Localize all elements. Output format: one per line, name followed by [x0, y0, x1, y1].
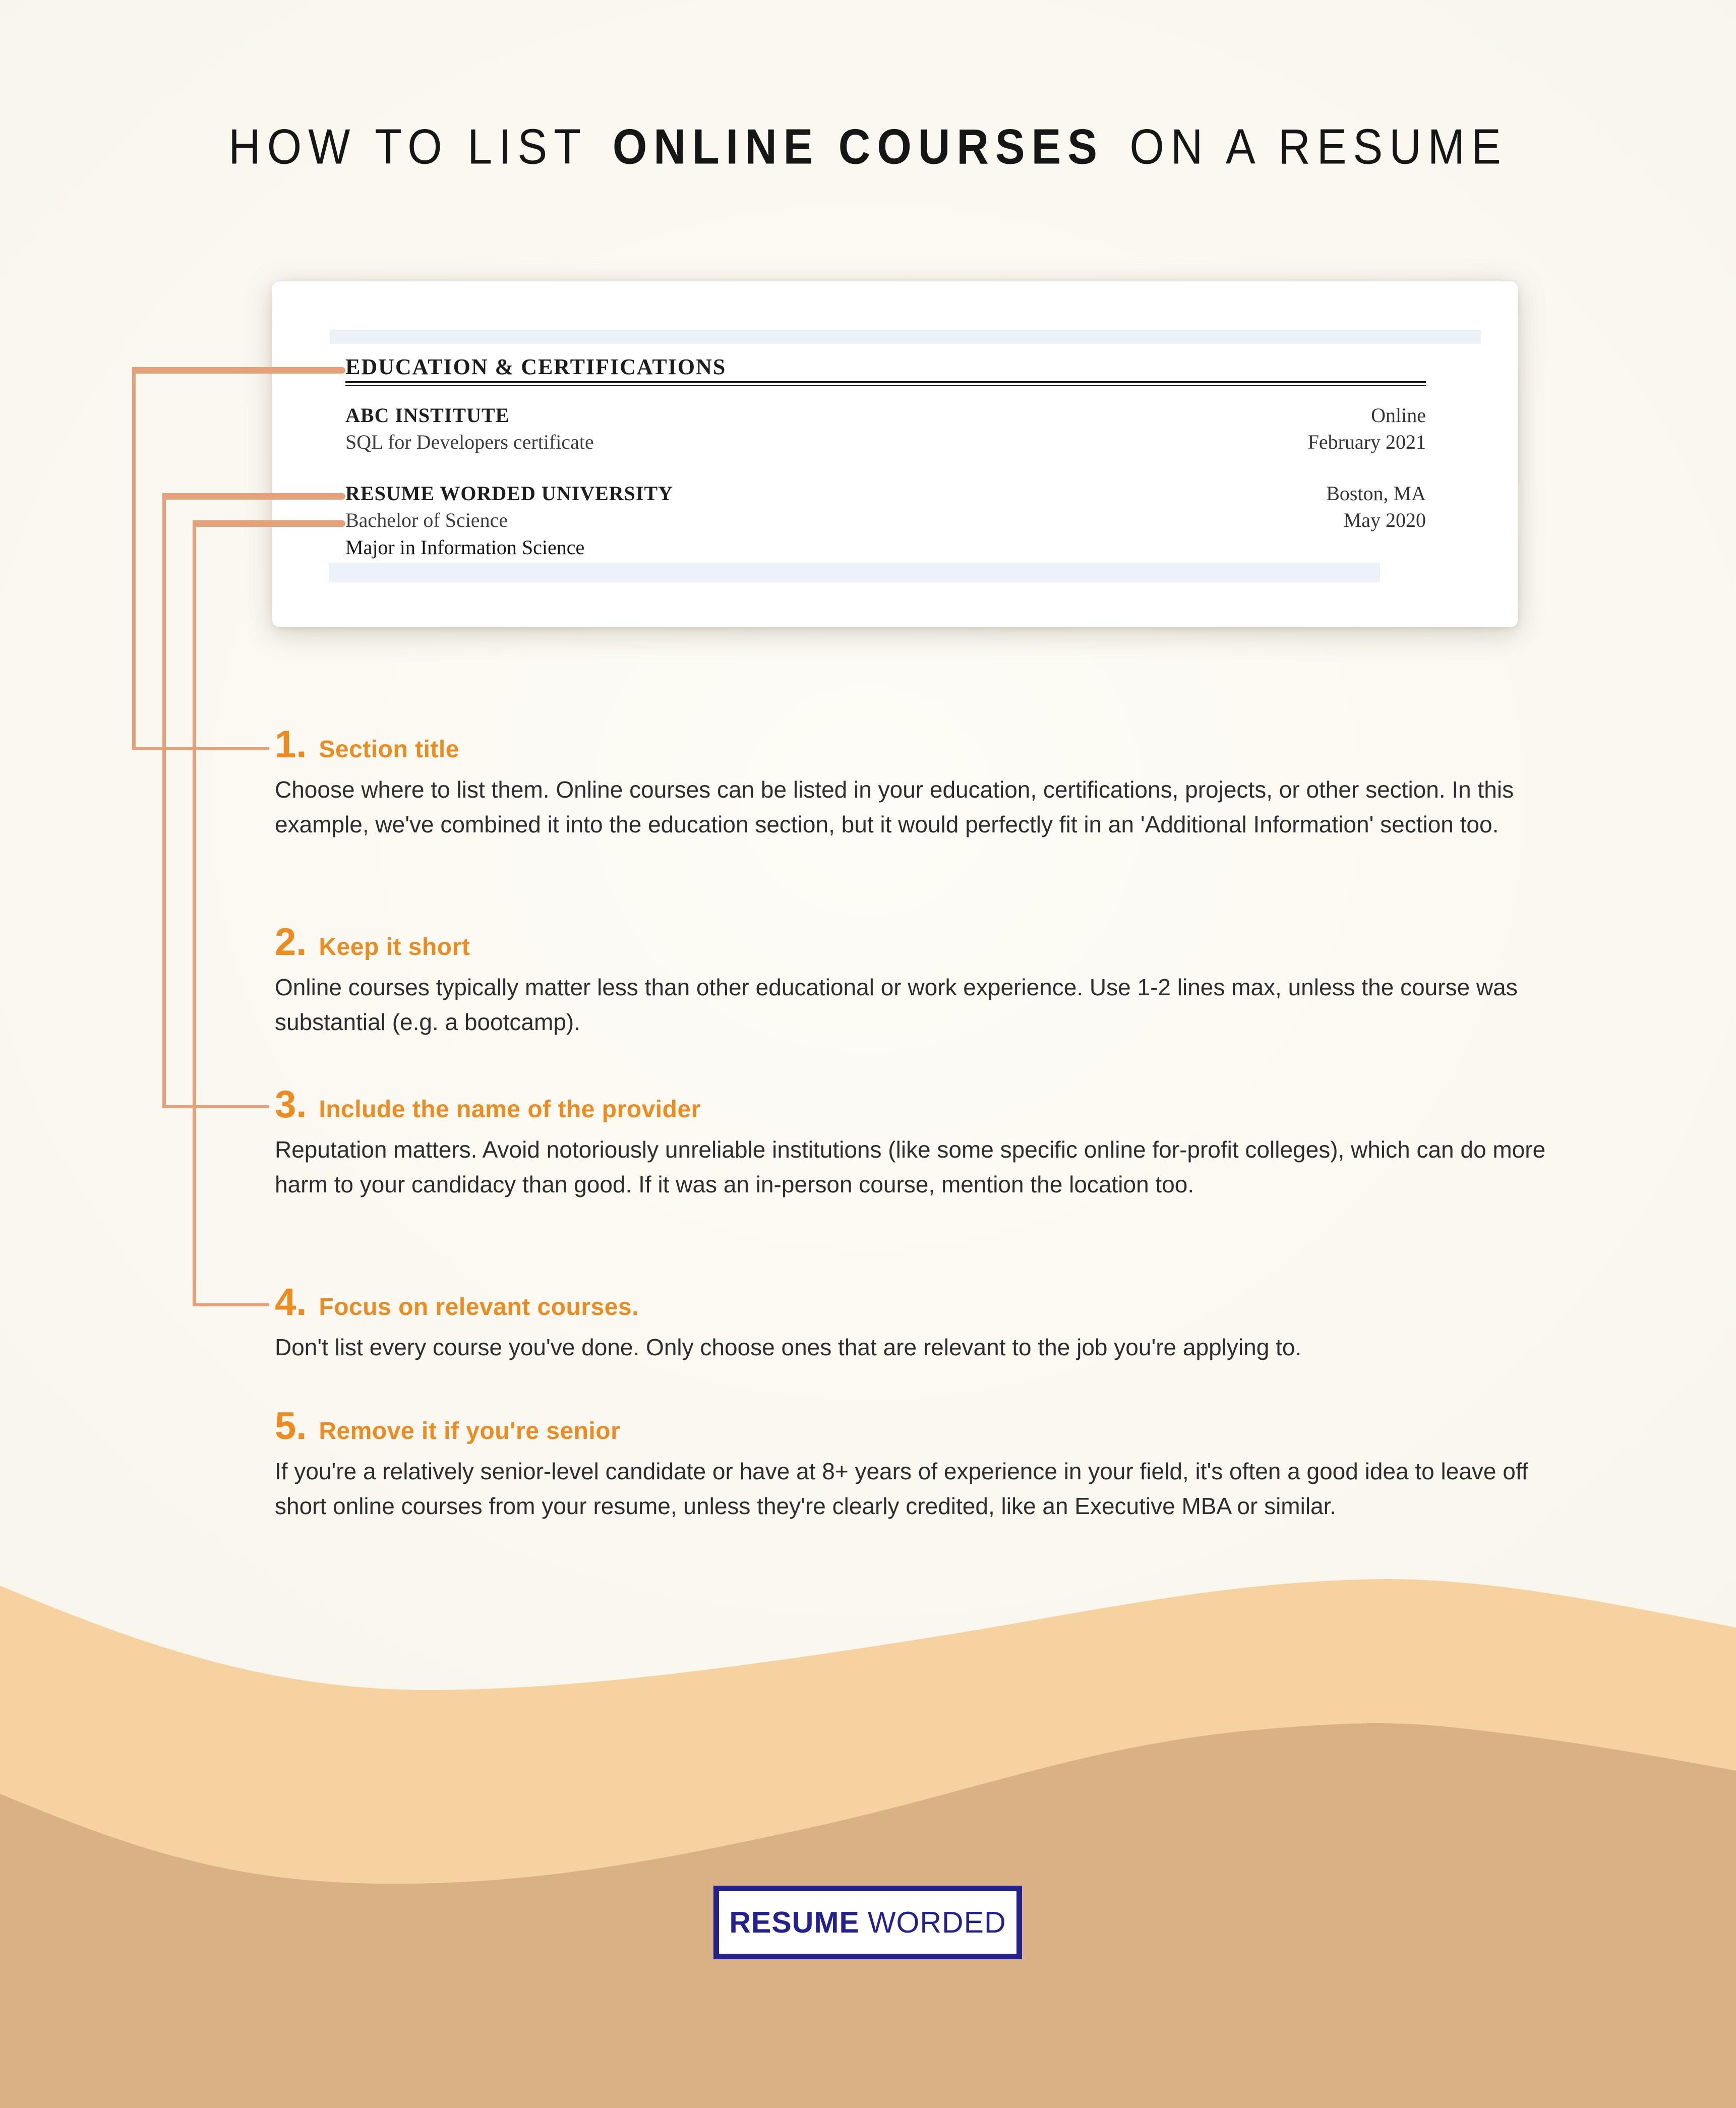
tip-4-body: Don't list every course you've done. Only choose ones that are relevant to the job you're applying to.	[275, 1334, 1302, 1360]
resume-location: Online	[1371, 404, 1426, 427]
highlight-bar-bottom	[329, 563, 1380, 582]
tip-3-heading	[275, 1082, 1581, 1127]
page-title-highlight: ONLINE COURSES	[612, 118, 1104, 174]
resume-row-institute	[345, 403, 1426, 427]
resume-org-name: RESUME WORDED UNIVERSITY	[345, 482, 674, 505]
highlight-bar-top	[330, 330, 1481, 344]
connector-vertical-tip4	[193, 520, 196, 1306]
tip-1	[275, 722, 1581, 842]
tip-4-label: Focus on relevant courses.	[319, 1294, 639, 1320]
connector-stub-degree	[193, 520, 345, 527]
connector-stub-section-title	[132, 367, 345, 374]
connector-stub-university	[162, 493, 345, 500]
connector-pointer-tip1	[132, 747, 269, 750]
connector-pointer-tip3	[162, 1105, 269, 1108]
page-title	[0, 118, 1736, 175]
connector-vertical-tip3	[162, 493, 166, 1108]
resume-row-university	[345, 481, 1426, 505]
tip-5-body: If you're a relatively senior-level candidate or have at 8+ years of experience in your field, it's often a good idea to leave off short online courses from your resume, unless they're clearly credited, like an Executive MBA or similar.	[275, 1458, 1528, 1519]
resume-section-header: EDUCATION & CERTIFICATIONS	[345, 354, 727, 379]
tip-3-label: Include the name of the provider	[319, 1096, 701, 1123]
resume-detail-line: Major in Information Science	[345, 536, 585, 559]
tip-4-heading	[275, 1280, 1581, 1325]
tip-5-heading	[275, 1404, 1581, 1449]
resume-org-name: ABC INSTITUTE	[345, 404, 510, 427]
resume-date: February 2021	[1307, 431, 1426, 453]
resume-detail-line: SQL for Developers certificate	[345, 431, 594, 453]
tip-3	[275, 1082, 1581, 1202]
tip-2-number: 2.	[275, 921, 307, 963]
tip-1-label: Section title	[319, 736, 459, 763]
resume-worded-logo	[713, 1886, 1022, 1959]
tip-5	[275, 1404, 1581, 1524]
resume-row-major	[345, 535, 1426, 559]
tip-3-body: Reputation matters. Avoid notoriously unreliable institutions (like some specific online for-profit colleges), which can do more harm to your candidacy than good. If it was an in-person course, mention the location too.	[275, 1136, 1546, 1197]
resume-row-certificate	[345, 430, 1426, 454]
tip-2-label: Keep it short	[319, 934, 470, 960]
tip-2-body: Online courses typically matter less than other educational or work experience. Use 1-2 lines max, unless the course was substantial (e.g. a bootcamp).	[275, 974, 1518, 1035]
tip-1-heading	[275, 722, 1581, 767]
tip-5-number: 5.	[275, 1405, 307, 1448]
logo-text-bold: RESUME	[729, 1906, 860, 1939]
resume-snippet-card	[272, 281, 1518, 627]
tip-4-number: 4.	[275, 1281, 307, 1323]
page-title-prefix: HOW TO LIST	[228, 118, 587, 174]
tip-1-body: Choose where to list them. Online courses can be listed in your education, certifications, projects, or other section. In this example, we've combined it into the education section, but it would perfectly fit in an 'Additional Information' section too.	[275, 776, 1514, 837]
tip-2	[275, 920, 1581, 1040]
logo-text-regular: WORDED	[867, 1906, 1006, 1939]
tip-2-heading	[275, 920, 1581, 965]
section-divider-rule	[345, 381, 1426, 386]
tip-5-label: Remove it if you're senior	[319, 1418, 621, 1444]
resume-location: Boston, MA	[1326, 482, 1426, 505]
tip-4	[275, 1280, 1581, 1365]
connector-pointer-tip4	[193, 1303, 269, 1306]
page-title-suffix: ON A RESUME	[1129, 118, 1508, 174]
resume-row-degree	[345, 508, 1426, 532]
resume-detail-line: Bachelor of Science	[345, 509, 508, 531]
connector-vertical-tip1	[132, 367, 136, 750]
tip-3-number: 3.	[275, 1083, 307, 1126]
resume-date: May 2020	[1343, 509, 1426, 531]
tip-1-number: 1.	[275, 723, 307, 766]
